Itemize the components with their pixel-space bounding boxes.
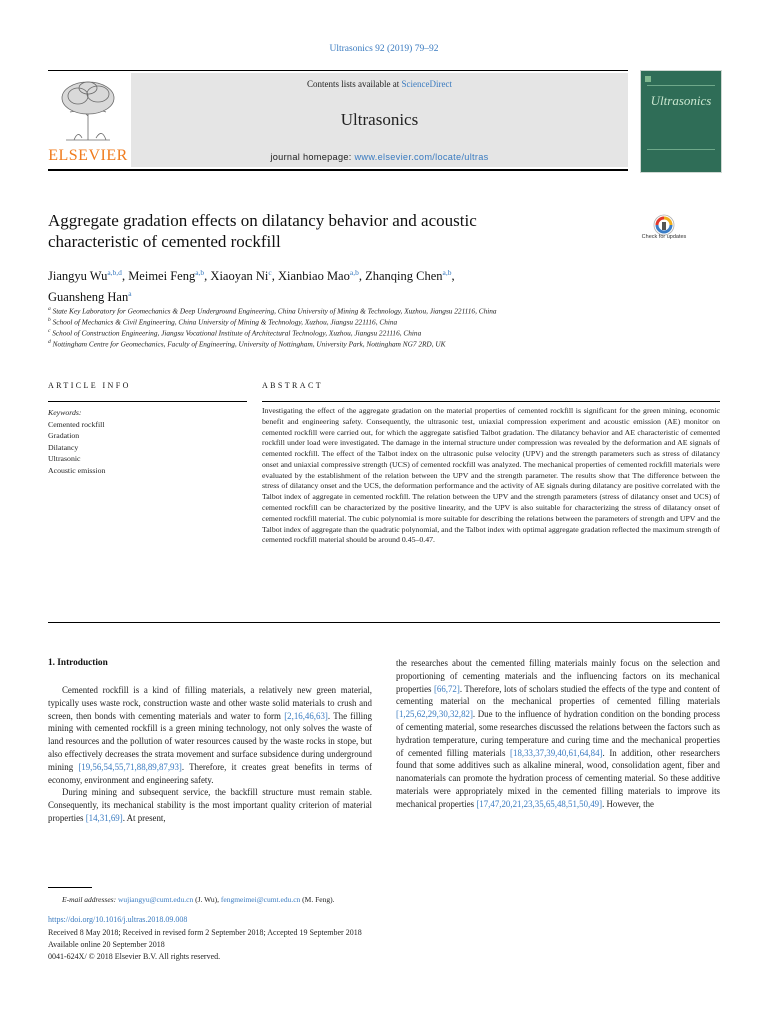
abstract-rule <box>262 401 720 402</box>
author-affiliation-sup[interactable]: c <box>268 268 272 277</box>
citation-link[interactable]: [14,31,69] <box>85 812 123 823</box>
footnote-rule <box>48 887 92 888</box>
text-run: Cemented rockfill is a kind of filling materials, a relatively new green material, typically uses waste rock, construction waste and other waste solid materials to crush and screen, then bonds with cementing materials and water to form <box>48 685 372 721</box>
keyword: Cemented rockfill <box>48 419 105 429</box>
introduction-heading: 1. Introduction <box>48 658 108 668</box>
article-title <box>48 210 608 252</box>
affiliation-sup: d <box>48 339 51 345</box>
article-info-heading: ARTICLE INFO <box>48 381 131 390</box>
doi-link[interactable]: https://doi.org/10.1016/j.ultras.2018.09.008 <box>48 915 188 924</box>
affiliation-text: School of Construction Engineering, Jiangsu Vocational Institute of Architectural Technology, Xuzhou, Jiangsu 221116, China <box>52 328 422 338</box>
available-online-date: Available online 20 September 2018 <box>48 940 165 949</box>
header-bottom-rule <box>48 169 628 171</box>
article-title-line-1: Aggregate gradation effects on dilatancy behavior and acoustic <box>48 211 477 230</box>
journal-title: Ultrasonics <box>340 110 419 129</box>
cover-rule <box>647 85 715 86</box>
author-name[interactable]: Meimei Feng <box>128 269 196 284</box>
text-run: . However, the <box>602 798 654 809</box>
affiliation-c <box>48 328 421 337</box>
text-run: . Therefore, lots of scholars studied the effects of the type and content of cementing material on the mechanical properties of cemented filling materials <box>396 683 720 707</box>
affiliation-text: Nottingham Centre for Geomechanics, Faculty of Engineering, University of Nottingham, University Park, Nottingham NG7 2RD, UK <box>52 339 446 349</box>
email-link[interactable]: wujiangyu@cumt.edu.cn <box>117 895 194 904</box>
homepage-link[interactable]: www.elsevier.com/locate/ultras <box>354 152 489 162</box>
citation-link[interactable]: [2,16,46,63] <box>284 710 328 721</box>
keyword: Dilatancy <box>48 442 79 452</box>
author-name[interactable]: Guansheng Han <box>48 290 129 305</box>
affiliation-text: State Key Laboratory for Geomechanics & Deep Underground Engineering, China University of Mining & Technology, Xuzhou, Jiangsu 221116, China <box>52 306 497 316</box>
body-column-right <box>396 657 720 811</box>
citation-link[interactable]: [18,33,37,39,40,61,64,84] <box>510 747 603 758</box>
affiliation-sup: c <box>48 328 51 334</box>
text-run: During mining and subsequent service, the backfill structure must remain stable. Consequently, its mechanical stability is the most important quality criterion of material properties <box>48 787 372 823</box>
paragraph <box>48 786 372 824</box>
author-affiliation-sup[interactable]: a <box>128 289 132 299</box>
sciencedirect-link[interactable]: ScienceDirect <box>401 79 452 89</box>
contents-available-line <box>131 79 628 89</box>
affiliation-sup: b <box>48 317 51 323</box>
article-title-line-2: characteristic of cemented rockfill <box>48 232 281 251</box>
email-link[interactable]: fengmeimei@cumt.edu.cn <box>220 895 301 904</box>
keywords-block <box>48 407 247 477</box>
cover-title: Ultrasonics <box>650 93 712 108</box>
journal-reference[interactable]: Ultrasonics 92 (2019) 79–92 <box>329 44 439 54</box>
text-run: . In addition, other researchers found that some additives such as alkaline mineral, wood, consolidation agent, fiber and nanomaterials can promote the hydration process of cementing material. So these additive materials were appropriately mixed in the cemented filling materials to improve its mechanical properties <box>396 747 720 809</box>
author-affiliation-sup[interactable]: a,b <box>349 268 359 277</box>
homepage-prefix: journal homepage: <box>270 152 355 162</box>
abstract-heading: ABSTRACT <box>262 381 323 390</box>
email-footnote <box>62 895 334 904</box>
citation-link[interactable]: [1,25,62,29,30,32,82] <box>396 709 473 720</box>
citation-link[interactable]: [17,47,20,21,23,35,65,48,51,50,49] <box>476 798 603 809</box>
author-name[interactable]: Zhanqing Chen <box>365 269 443 284</box>
abstract-bottom-rule <box>48 622 720 623</box>
journal-homepage-line <box>131 152 628 162</box>
contents-prefix: Contents lists available at <box>307 79 402 89</box>
affiliation-sup: a <box>48 306 51 312</box>
keyword: Acoustic emission <box>48 465 106 475</box>
affiliation-text: School of Mechanics & Civil Engineering, China University of Mining & Technology, Xuzhou, Jiangsu 221116, China <box>52 317 398 327</box>
header-top-rule <box>48 70 628 71</box>
keywords-label: Keywords: <box>48 408 82 417</box>
article-info-rule <box>48 401 247 402</box>
citation-link[interactable]: [19,56,54,55,71,88,89,87,93] <box>78 761 182 772</box>
body-column-left <box>48 684 372 825</box>
affiliation-d <box>48 339 445 348</box>
email-label: E-mail addresses: <box>62 895 117 904</box>
author-name[interactable]: Xiaoyan Ni <box>210 269 269 284</box>
received-dates: Received 8 May 2018; Received in revised form 2 September 2018; Accepted 19 September 2018 <box>48 928 362 937</box>
author-affiliation-sup[interactable]: a,b,d <box>107 268 122 277</box>
elsevier-wordmark: ELSEVIER <box>48 147 128 164</box>
journal-cover-image[interactable] <box>640 70 722 173</box>
citation-link[interactable]: [66,72] <box>433 683 460 694</box>
author-list: Jiangyu Wu$^{a,b,d}$, Meimei Feng$^{a,b}$, Xiaoyan Ni$^c$, Xianbiao Mao$^{a,b}$, Zhanqing Chen$^{a,b}$, Guansheng Han$^a$ <box>48 268 455 305</box>
text-run: . At present, <box>122 812 166 823</box>
affiliation-b <box>48 317 397 326</box>
author-affiliation-sup[interactable]: a,b <box>195 268 205 277</box>
email-owner: (J. Wu), <box>193 895 221 904</box>
cover-rule-bottom <box>647 149 715 150</box>
abstract-text: Investigating the effect of the aggregate gradation on the material properties of cemented rockfill is significant for the green mining, economic benefit and engineering safety. Consequently, the ultrasonic test, uniaxial compression experiment and acoustic emission (AE) monitor on cemented rockfill were carried out, for which the aggregate satisfied Talbot gradation. The dilatancy behavior and AE characteristic of cemented rockfill under load were investigated. The damage in the internal structure under compression was revealed by the deformation and AE signals of cemented rockfill. The effect of the Talbot index on the ultrasonic pulse velocity (UPV) and the strength parameters such as stress of dilatancy onset and uniaxial compressive strength (UCS) of cemented rockfill was analyzed. The mechanical properties of cemented rockfill materials were evaluated by the establishment of the relation between the UPV and the strength parameter. The results show that The difference between the stress of dilatancy onset and the UCS, the deformation performance and the activity of AE signals during dilatancy are positive correlated with the Talbot index of aggregate in cemented rockfill. The relation between the UPV and the strength parameters (stress of dilatancy onset and UCS) of cemented rockfill can be characterized by the positive linearity, and the UPV is also suitable for characterizing the stress of dilatancy onset of cemented rockfill material. The cubic polynomial is more suitable for describing the relations between the parameters of strength and UPV and the Talbot index of aggregate than the quadratic polynomial, and the Talbot index with optimal aggregate gradation reflected the maximum strength of cemented rockfill material should be around 0.45–0.47. <box>262 406 720 545</box>
author-name[interactable]: Jiangyu Wu <box>48 269 108 284</box>
paragraph <box>396 657 720 811</box>
paragraph <box>48 684 372 786</box>
text-run: . Due to the influence of hydration condition on the bonding process of cementing material, some researches discussed the relations between the factors such as hydration temperature, curing temperature and curing time and the mechanical properties of cemented filling materials <box>396 709 720 758</box>
text-run: . Therefore, it creates great benefits in terms of economy, environment and engineering safety. <box>48 761 372 785</box>
copyright-line: 0041-624X/ © 2018 Elsevier B.V. All rights reserved. <box>48 952 221 961</box>
keyword: Ultrasonic <box>48 454 81 464</box>
author-affiliation-sup[interactable]: a,b <box>442 268 452 277</box>
affiliation-a <box>48 306 497 315</box>
author-name[interactable]: Xianbiao Mao <box>278 269 350 284</box>
check-for-updates-label[interactable]: Check for updates <box>641 234 687 240</box>
text-run: the researches about the cemented filling materials mainly focus on the selection and proportioning of cementing materials and the influencing factors on its mechanical properties <box>396 658 720 694</box>
text-run: . The filling mining with cemented rockfill is a green mining technology, not only solves the waste of land resources and the pollution of water resources caused by the waste rocks in stope, but also effectively decreases the strata movement and surface subsidence during underground mining <box>48 710 372 772</box>
cover-logo-mark <box>645 76 651 82</box>
keyword: Gradation <box>48 431 80 441</box>
check-for-updates-icon[interactable] <box>648 214 680 250</box>
email-owner: (M. Feng). <box>300 895 335 904</box>
